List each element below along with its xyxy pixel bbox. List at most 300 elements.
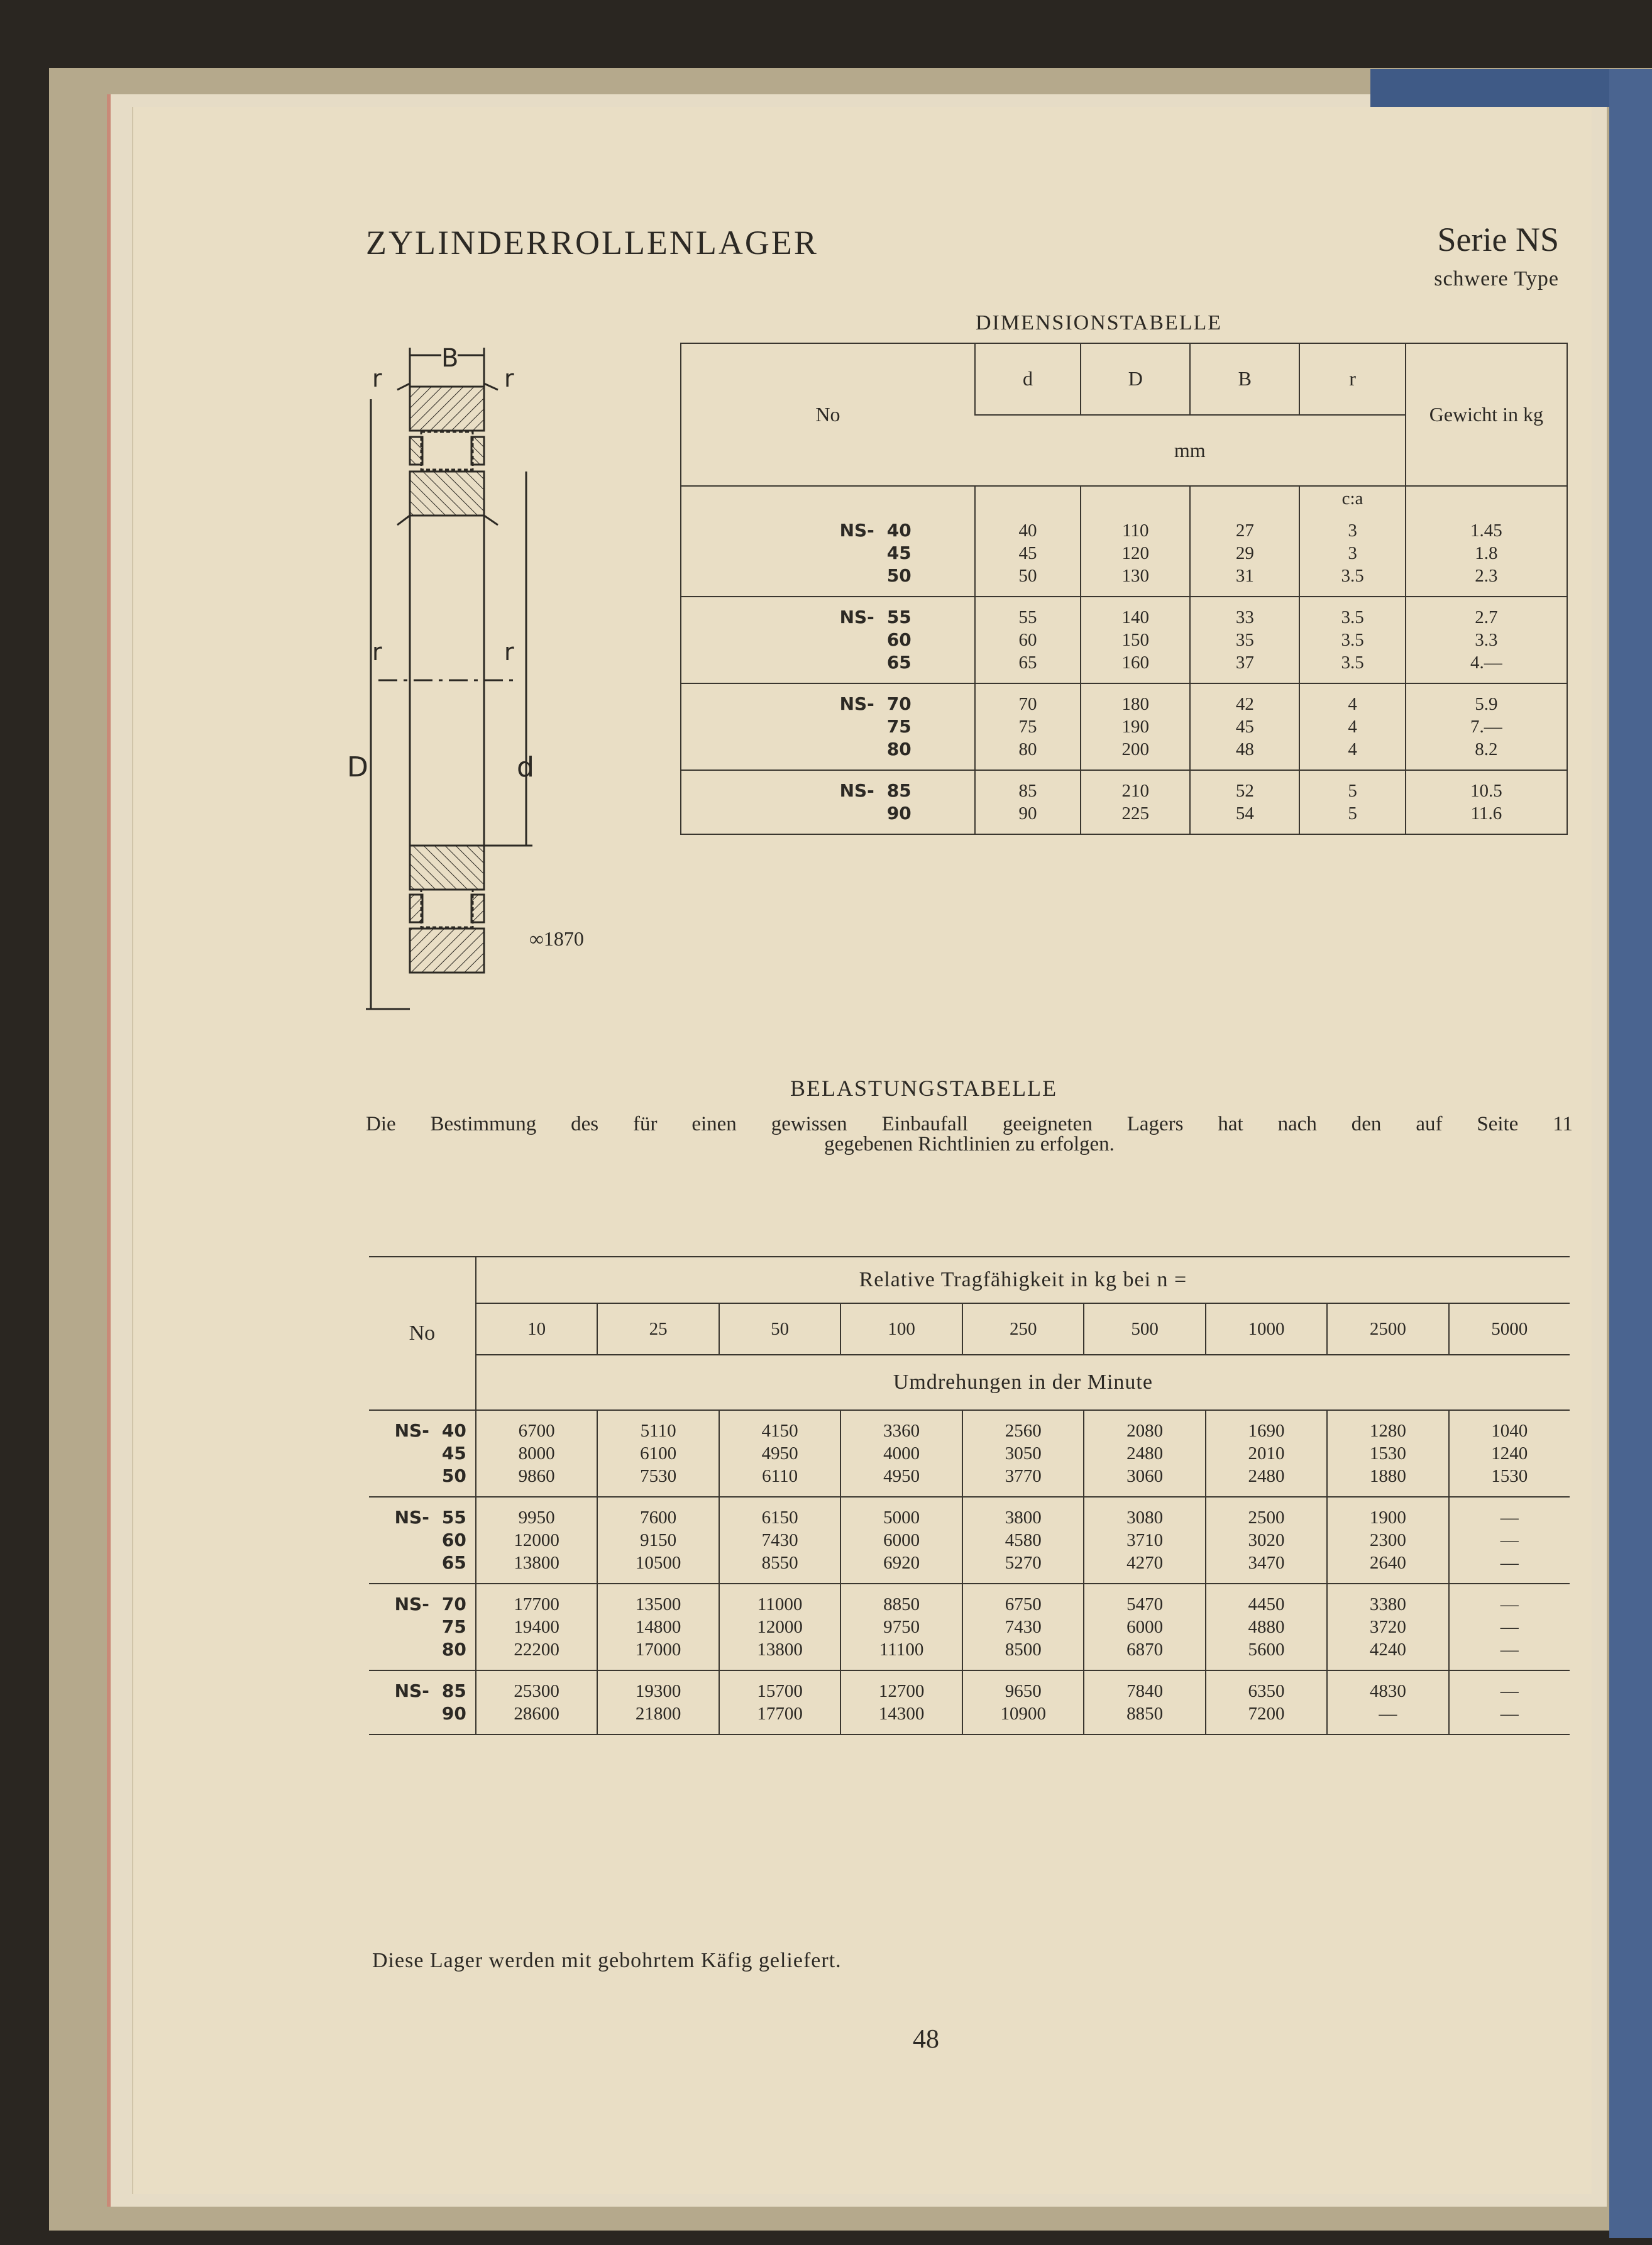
load-value: 3360	[883, 1421, 920, 1441]
load-value: 6350	[1248, 1681, 1285, 1701]
bearing-prefix: NS-	[839, 780, 874, 801]
bearing-size: 65	[886, 652, 911, 673]
bearing-prefix: NS-	[839, 607, 874, 627]
load-value: 1880	[1369, 1466, 1406, 1486]
dimension-value-w: 2.7	[1475, 607, 1498, 627]
dimension-col-D	[1081, 510, 1190, 597]
load-value: —	[1500, 1704, 1519, 1724]
dimension-value-D: 150	[1121, 630, 1150, 650]
load-value: 10500	[635, 1553, 681, 1573]
load-value: 10900	[1000, 1704, 1046, 1724]
col-header-no: No	[681, 343, 975, 486]
bearing-size: 90	[886, 803, 911, 824]
dimension-group-no	[681, 510, 975, 597]
load-value: 15700	[757, 1681, 803, 1701]
bearing-number	[681, 606, 911, 629]
load-value: 8850	[883, 1594, 920, 1614]
dimension-value-r: 3	[1348, 521, 1357, 541]
dimension-value-D: 130	[1121, 566, 1150, 586]
load-value: 19400	[514, 1617, 559, 1637]
dimension-group	[681, 510, 1567, 597]
load-value: 1280	[1369, 1421, 1406, 1441]
load-value: 6750	[1005, 1594, 1042, 1614]
load-col	[1206, 1410, 1327, 1497]
bearing-size: 90	[441, 1703, 466, 1724]
page-title: ZYLINDERROLLENLAGER	[366, 224, 818, 262]
bearing-number	[681, 780, 911, 802]
dim-label-r-top-right: r	[504, 365, 514, 392]
speed-header: 50	[719, 1303, 841, 1355]
load-group	[369, 1410, 1570, 1497]
bearing-size: 50	[441, 1465, 466, 1486]
series-label: Serie NS	[1437, 221, 1559, 258]
bearing-prefix: NS-	[394, 1594, 429, 1614]
load-col	[476, 1497, 598, 1584]
bearing-size: 55	[886, 607, 911, 627]
dim-label-B: B	[441, 344, 459, 373]
dimension-value-r: 3.5	[1341, 566, 1364, 586]
bearing-size: 45	[441, 1443, 466, 1464]
load-value: 6870	[1126, 1640, 1164, 1660]
load-col	[476, 1670, 598, 1735]
load-value: —	[1500, 1530, 1519, 1550]
dimension-group-no	[681, 770, 975, 834]
dimension-value-w: 7.—	[1470, 717, 1502, 737]
load-value: —	[1500, 1640, 1519, 1660]
load-value: 5270	[1005, 1553, 1042, 1573]
load-value: 6000	[883, 1530, 920, 1550]
dimension-value-r: 4	[1348, 717, 1357, 737]
speed-header: 25	[597, 1303, 719, 1355]
dimension-col-d	[975, 683, 1081, 770]
load-value: 3800	[1005, 1508, 1042, 1528]
load-value: 3720	[1369, 1617, 1406, 1637]
load-group	[369, 1497, 1570, 1584]
load-value: 4580	[1005, 1530, 1042, 1550]
load-col	[1327, 1670, 1448, 1735]
col-header-B: B	[1190, 343, 1299, 415]
load-value: 1900	[1369, 1508, 1406, 1528]
dimension-col-w	[1406, 770, 1567, 834]
load-col	[962, 1584, 1084, 1670]
bearing-size: 40	[441, 1420, 466, 1441]
bearing-size: 70	[886, 693, 911, 714]
dimension-value-w: 4.—	[1470, 653, 1502, 673]
bearing-size: 80	[441, 1639, 466, 1660]
load-table-intro-line1: Die Bestimmung des für einen gewissen Einbaufall geeigneten Lagers hat nach den auf Seite 11	[366, 1113, 1573, 1135]
load-col	[840, 1670, 962, 1735]
load-value: 2500	[1248, 1508, 1285, 1528]
bearing-prefix: NS-	[394, 1680, 429, 1701]
load-value: 5470	[1126, 1594, 1164, 1614]
load-value: 13500	[635, 1594, 681, 1614]
load-value: 6100	[640, 1443, 677, 1464]
speed-header: 500	[1084, 1303, 1205, 1355]
load-value: 17000	[635, 1640, 681, 1660]
load-value: 9150	[640, 1530, 677, 1550]
load-value: 7600	[640, 1508, 677, 1528]
bearing-number	[681, 802, 911, 825]
bearing-size: 55	[441, 1507, 466, 1528]
load-value: 7430	[761, 1530, 798, 1550]
load-value: 4950	[883, 1466, 920, 1486]
load-col	[1449, 1410, 1570, 1497]
bearing-size: 85	[886, 780, 911, 801]
load-col	[1084, 1584, 1205, 1670]
dimension-col-w	[1406, 597, 1567, 683]
dimension-value-w: 11.6	[1470, 803, 1502, 824]
load-col	[719, 1497, 841, 1584]
dimension-value-w: 10.5	[1470, 781, 1502, 801]
dimension-value-B: 35	[1235, 630, 1254, 650]
load-col-header-no: No	[369, 1257, 476, 1410]
load-value: 4450	[1248, 1594, 1285, 1614]
load-table-intro-line2: gegebenen Richtlinien zu erfolgen.	[824, 1133, 1115, 1156]
speed-header: 2500	[1327, 1303, 1448, 1355]
dimension-value-D: 190	[1121, 717, 1150, 737]
bearing-size: 75	[441, 1616, 466, 1637]
load-value: 9950	[518, 1508, 555, 1528]
load-col	[1084, 1410, 1205, 1497]
load-value: 6110	[762, 1466, 798, 1486]
dimension-value-B: 54	[1235, 803, 1254, 824]
dimension-col-d	[975, 597, 1081, 683]
load-value: 21800	[635, 1704, 681, 1724]
figure-number: ∞1870	[529, 927, 584, 950]
load-value: 13800	[757, 1640, 803, 1660]
load-col	[597, 1497, 719, 1584]
load-value: 5600	[1248, 1640, 1285, 1660]
dimension-col-B	[1190, 597, 1299, 683]
bearing-size: 40	[886, 520, 911, 541]
load-value: 9860	[518, 1466, 555, 1486]
load-value: 2560	[1005, 1421, 1042, 1441]
load-col	[1206, 1497, 1327, 1584]
load-value: 2300	[1369, 1530, 1406, 1550]
dimension-value-w: 1.45	[1470, 521, 1502, 541]
load-value: 3380	[1369, 1594, 1406, 1614]
load-value: 8000	[518, 1443, 555, 1464]
load-value: 5110	[640, 1421, 676, 1441]
load-value: —	[1500, 1594, 1519, 1614]
col-header-r: r	[1299, 343, 1405, 415]
load-group-no	[369, 1497, 476, 1584]
dimension-value-D: 180	[1121, 694, 1150, 714]
bearing-size: 85	[441, 1680, 466, 1701]
bearing-number	[369, 1420, 466, 1442]
bearing-size: 60	[441, 1530, 466, 1550]
bearing-number	[369, 1506, 466, 1529]
dimension-col-d	[975, 770, 1081, 834]
load-value: 6920	[883, 1553, 920, 1573]
dimension-value-r: 3.5	[1341, 653, 1364, 673]
dimension-value-w: 8.2	[1475, 739, 1498, 759]
load-table	[369, 1256, 1570, 1735]
dimension-value-D: 110	[1122, 521, 1149, 541]
dim-label-D: D	[347, 751, 368, 783]
speed-header: 100	[840, 1303, 962, 1355]
dimension-value-B: 31	[1235, 566, 1254, 586]
load-value: 1530	[1491, 1466, 1528, 1486]
footer-note: Diese Lager werden mit gebohrtem Käfig geliefert.	[372, 1949, 842, 1972]
dimension-col-r	[1299, 770, 1405, 834]
bearing-number	[681, 519, 911, 542]
dimension-value-d: 60	[1018, 630, 1037, 650]
load-value: 4150	[761, 1421, 798, 1441]
dimension-col-B	[1190, 510, 1299, 597]
load-header-relative: Relative Tragfähigkeit in kg bei n =	[476, 1257, 1570, 1303]
load-col	[597, 1584, 719, 1670]
load-value: 8500	[1005, 1640, 1042, 1660]
load-value: 12000	[514, 1530, 559, 1550]
bearing-prefix: NS-	[394, 1507, 429, 1528]
load-col	[476, 1584, 598, 1670]
bearing-number	[369, 1616, 466, 1638]
bearing-size: 50	[886, 565, 911, 586]
load-value: 3060	[1126, 1466, 1164, 1486]
dimension-col-D	[1081, 683, 1190, 770]
load-value: —	[1500, 1508, 1519, 1528]
load-value: 22200	[514, 1640, 559, 1660]
bearing-cross-section-drawing	[347, 343, 548, 1022]
catalog-page	[132, 107, 1592, 2194]
page-number: 48	[913, 2025, 939, 2054]
dimension-group-no	[681, 683, 975, 770]
load-value: 4240	[1369, 1640, 1406, 1660]
load-col	[840, 1410, 962, 1497]
dimension-value-w: 3.3	[1475, 630, 1498, 650]
load-value: 2010	[1248, 1443, 1285, 1464]
load-value: —	[1379, 1704, 1397, 1724]
dimension-group-no	[681, 597, 975, 683]
bearing-number	[369, 1593, 466, 1616]
col-header-unit: mm	[975, 415, 1406, 487]
load-value: 11000	[757, 1594, 803, 1614]
dimension-col-D	[1081, 770, 1190, 834]
load-value: 9650	[1005, 1681, 1042, 1701]
dimension-value-r: 3	[1348, 543, 1357, 563]
dimension-value-d: 45	[1018, 543, 1037, 563]
dimension-value-B: 52	[1235, 781, 1254, 801]
bearing-prefix: NS-	[839, 520, 874, 541]
load-value: —	[1500, 1553, 1519, 1573]
load-value: 14800	[635, 1617, 681, 1637]
dimension-value-B: 48	[1235, 739, 1254, 759]
load-value: 6150	[761, 1508, 798, 1528]
load-value: 1040	[1491, 1421, 1528, 1441]
dimension-value-D: 140	[1121, 607, 1150, 627]
load-value: 12000	[757, 1617, 803, 1637]
col-header-weight: Gewicht in kg	[1406, 343, 1567, 486]
dimension-value-D: 210	[1121, 781, 1150, 801]
bearing-number	[681, 629, 911, 651]
bearing-prefix: NS-	[839, 693, 874, 714]
dimension-value-d: 75	[1018, 717, 1037, 737]
load-col	[719, 1584, 841, 1670]
load-col	[719, 1670, 841, 1735]
bearing-number	[369, 1680, 466, 1702]
load-table-caption: BELASTUNGSTABELLE	[790, 1076, 1058, 1101]
load-value: 4830	[1369, 1681, 1406, 1701]
load-value: 5000	[883, 1508, 920, 1528]
load-value: 2640	[1369, 1553, 1406, 1573]
load-value: 4270	[1126, 1553, 1164, 1573]
bearing-number	[681, 693, 911, 715]
bearing-size: 75	[886, 716, 911, 737]
load-col	[597, 1670, 719, 1735]
dimension-value-r: 3.5	[1341, 607, 1364, 627]
load-value: 2480	[1248, 1466, 1285, 1486]
load-col	[719, 1410, 841, 1497]
load-col	[1084, 1497, 1205, 1584]
dimension-value-w: 1.8	[1475, 543, 1498, 563]
bearing-size: 80	[886, 739, 911, 759]
load-value: 1530	[1369, 1443, 1406, 1464]
load-value: 3770	[1005, 1466, 1042, 1486]
dimension-value-r: 4	[1348, 739, 1357, 759]
bearing-number	[369, 1529, 466, 1552]
load-value: 7200	[1248, 1704, 1285, 1724]
bearing-number	[681, 542, 911, 565]
load-col	[1084, 1670, 1205, 1735]
load-value: 4880	[1248, 1617, 1285, 1637]
cover-edge	[1609, 69, 1652, 2238]
load-value: 3050	[1005, 1443, 1042, 1464]
load-group-no	[369, 1410, 476, 1497]
dimension-group	[681, 597, 1567, 683]
dimension-value-D: 200	[1121, 739, 1150, 759]
dimension-value-r: 3.5	[1341, 630, 1364, 650]
dimension-value-D: 120	[1121, 543, 1150, 563]
dimension-value-B: 37	[1235, 653, 1254, 673]
load-group	[369, 1670, 1570, 1735]
load-value: 12700	[878, 1681, 925, 1701]
bearing-number	[681, 565, 911, 587]
bearing-size: 45	[886, 543, 911, 563]
load-value: 4000	[883, 1443, 920, 1464]
load-value: 9750	[883, 1617, 920, 1637]
speed-header: 1000	[1206, 1303, 1327, 1355]
dimension-table-caption: DIMENSIONSTABELLE	[976, 311, 1223, 334]
load-value: 3470	[1248, 1553, 1285, 1573]
load-value: 3710	[1126, 1530, 1164, 1550]
dimension-col-D	[1081, 597, 1190, 683]
load-value: 3020	[1248, 1530, 1285, 1550]
load-col	[1327, 1410, 1448, 1497]
load-value: 17700	[757, 1704, 803, 1724]
bearing-number	[369, 1638, 466, 1661]
bearing-number	[681, 651, 911, 674]
dimension-value-B: 42	[1235, 694, 1254, 714]
load-col	[840, 1497, 962, 1584]
load-col	[1449, 1584, 1570, 1670]
load-value: 6700	[518, 1421, 555, 1441]
dimension-group	[681, 683, 1567, 770]
load-col	[1206, 1584, 1327, 1670]
load-value: —	[1500, 1681, 1519, 1701]
bearing-number	[681, 738, 911, 761]
dimension-col-B	[1190, 770, 1299, 834]
bearing-size: 65	[441, 1552, 466, 1573]
load-group-no	[369, 1670, 476, 1735]
dimension-value-r: 5	[1348, 781, 1357, 801]
dimension-value-D: 160	[1121, 653, 1150, 673]
load-value: 28600	[514, 1704, 559, 1724]
load-value: 8550	[761, 1553, 798, 1573]
load-group-no	[369, 1584, 476, 1670]
load-col	[1327, 1497, 1448, 1584]
load-col	[1449, 1497, 1570, 1584]
load-value: 1690	[1248, 1421, 1285, 1441]
load-value: 13800	[514, 1553, 559, 1573]
dimension-col-w	[1406, 510, 1567, 597]
load-value: 1240	[1491, 1443, 1528, 1464]
dimension-value-d: 50	[1018, 566, 1037, 586]
dimension-value-r: 5	[1348, 803, 1357, 824]
load-col	[962, 1670, 1084, 1735]
dimension-value-d: 70	[1018, 694, 1037, 714]
bearing-size: 70	[441, 1594, 466, 1614]
load-value: 25300	[514, 1681, 559, 1701]
bearing-number	[369, 1442, 466, 1465]
dimension-value-B: 27	[1235, 521, 1254, 541]
load-col	[962, 1497, 1084, 1584]
dim-label-d: d	[517, 751, 534, 783]
load-value: 7430	[1005, 1617, 1042, 1637]
dimension-col-r	[1299, 510, 1405, 597]
dimension-col-B	[1190, 683, 1299, 770]
bearing-number	[681, 715, 911, 738]
load-value: 14300	[878, 1704, 925, 1724]
load-value: 2080	[1126, 1421, 1164, 1441]
series-type: schwere Type	[1434, 267, 1559, 290]
bearing-number	[369, 1465, 466, 1487]
load-col	[1449, 1670, 1570, 1735]
dimension-value-B: 29	[1235, 543, 1254, 563]
bearing-number	[369, 1552, 466, 1574]
dimension-value-d: 90	[1018, 803, 1037, 824]
load-col	[597, 1410, 719, 1497]
load-value: 3080	[1126, 1508, 1164, 1528]
speed-header: 10	[476, 1303, 598, 1355]
dimension-value-d: 65	[1018, 653, 1037, 673]
load-col	[1206, 1670, 1327, 1735]
load-value: 7840	[1126, 1681, 1164, 1701]
load-value: 4950	[761, 1443, 798, 1464]
dimension-value-D: 225	[1121, 803, 1150, 824]
bearing-size: 60	[886, 629, 911, 650]
load-col	[840, 1584, 962, 1670]
dimension-value-d: 85	[1018, 781, 1037, 801]
load-value: 19300	[635, 1681, 681, 1701]
load-value: 6000	[1126, 1617, 1164, 1637]
dimension-col-r	[1299, 597, 1405, 683]
dim-label-r-mid-right: r	[504, 638, 514, 666]
load-col	[1327, 1584, 1448, 1670]
dim-label-r-top-left: r	[372, 365, 382, 392]
speed-header: 5000	[1449, 1303, 1570, 1355]
dimension-col-r	[1299, 683, 1405, 770]
load-col	[962, 1410, 1084, 1497]
dimension-value-d: 55	[1018, 607, 1037, 627]
r-note: c:a	[1299, 486, 1405, 510]
dimension-col-w	[1406, 683, 1567, 770]
dimension-value-B: 33	[1235, 607, 1254, 627]
load-value: —	[1500, 1617, 1519, 1637]
dimension-col-d	[975, 510, 1081, 597]
dim-label-r-mid-left: r	[372, 638, 382, 666]
load-col	[476, 1410, 598, 1497]
